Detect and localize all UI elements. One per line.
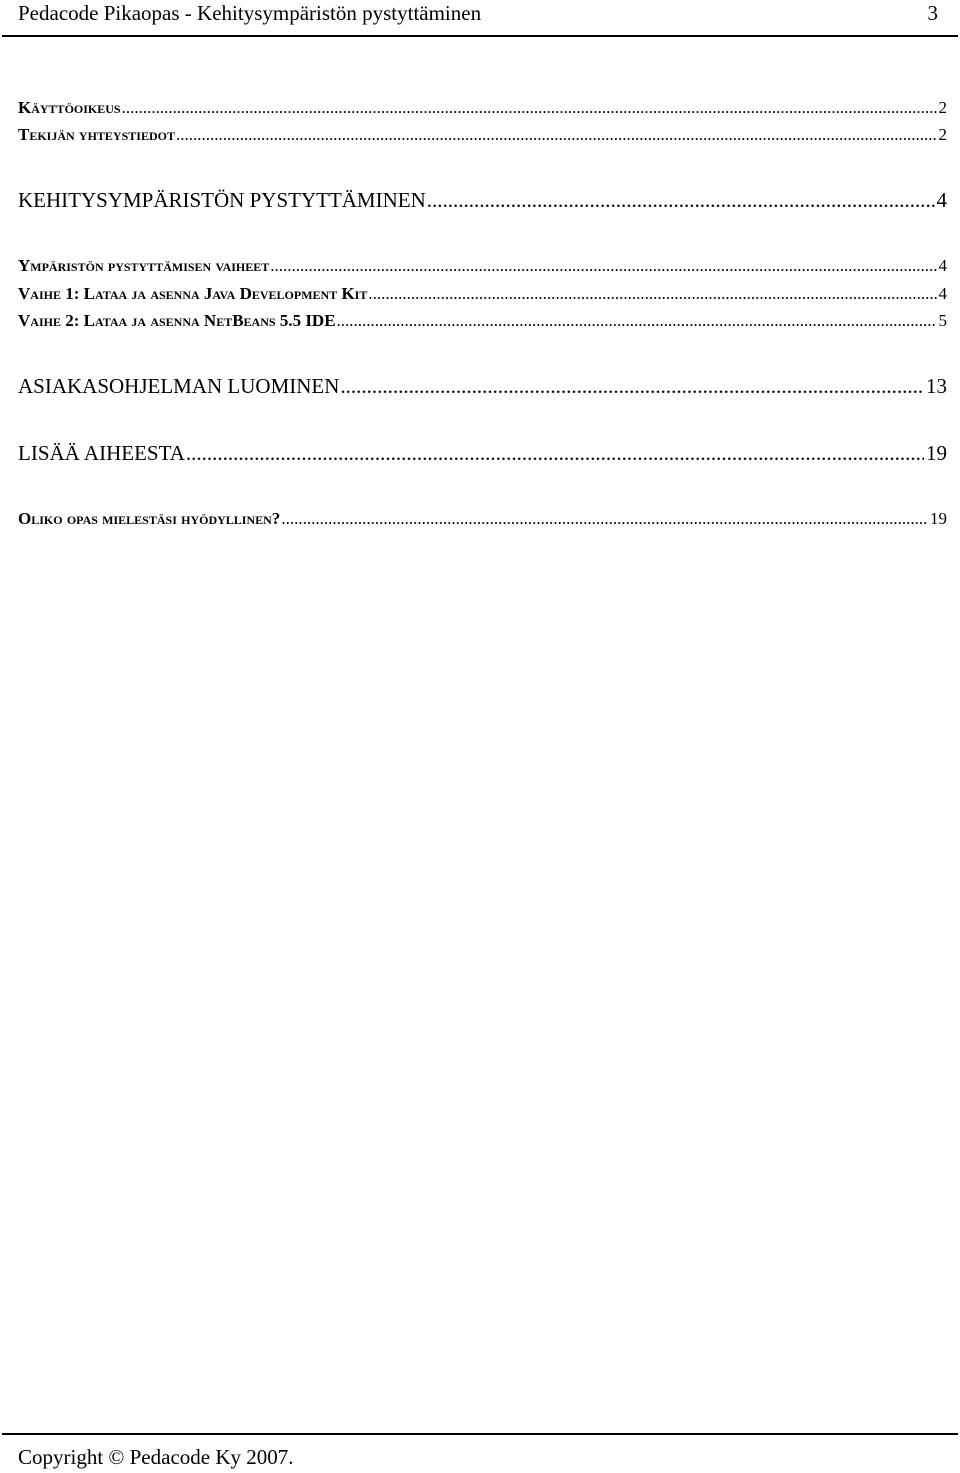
toc-entry-label: Vaihe 1: Lataa ja asenna Java Development Kit — [18, 284, 368, 303]
toc-entry-page: 4 — [938, 284, 947, 303]
document-title: Pedacode Pikaopas - Kehitysympäristön pystyttäminen — [18, 1, 482, 25]
toc-entry-label: Oliko opas mielestäsi hyödyllinen? — [18, 509, 281, 528]
toc-leader — [337, 311, 937, 331]
toc-leader — [340, 374, 924, 399]
toc-entry-label: Käyttöoikeus — [18, 98, 121, 117]
toc-entry-label: Vaihe 2: Lataa ja asenna NetBeans 5.5 IDE — [18, 311, 336, 330]
toc-entry-page: 19 — [926, 441, 947, 465]
footer-rule — [2, 1433, 958, 1435]
toc-entry-page: 13 — [926, 374, 947, 398]
toc-leader — [270, 256, 936, 276]
toc-entry-label: LISÄÄ AIHEESTA — [18, 441, 185, 465]
toc-leader — [186, 441, 924, 466]
toc-entry-oliko-opas-hyodyllinen[interactable] — [18, 509, 947, 529]
toc-entry-page: 2 — [938, 125, 947, 144]
toc-entry-page: 19 — [930, 509, 947, 528]
toc-leader — [176, 125, 937, 145]
header-rule — [2, 35, 958, 37]
toc-entry-page: 4 — [938, 256, 947, 275]
toc-entry-lisaa-aiheesta[interactable] — [18, 441, 947, 466]
toc-entry-page: 4 — [936, 188, 947, 212]
toc-entry-kayttooikeus[interactable] — [18, 98, 947, 118]
toc-entry-page: 5 — [938, 311, 947, 330]
toc-leader — [122, 98, 937, 118]
toc-leader — [368, 284, 936, 304]
toc-leader — [281, 509, 928, 529]
toc-entry-label: KEHITYSYMPÄRISTÖN PYSTYTTÄMINEN — [18, 188, 426, 212]
copyright-footer: Copyright © Pedacode Ky 2007. — [18, 1445, 294, 1469]
toc-entry-vaihe-1[interactable] — [18, 284, 947, 304]
toc-entry-vaihe-2[interactable] — [18, 311, 947, 331]
toc-entry-label: Tekijän yhteystiedot — [18, 125, 175, 144]
toc-leader — [427, 188, 935, 213]
toc-entry-label: Ympäristön pystyttämisen vaiheet — [18, 256, 270, 275]
toc-entry-label: ASIAKASOHJELMAN LUOMINEN — [18, 374, 340, 398]
toc-entry-ympariston-vaiheet[interactable] — [18, 256, 947, 276]
toc-entry-page: 2 — [938, 98, 947, 117]
page-header — [18, 0, 944, 30]
page-number: 3 — [927, 1, 938, 25]
toc-entry-tekijan-yhteystiedot[interactable] — [18, 125, 947, 145]
toc-entry-kehitysympariston-pystyttaminen[interactable] — [18, 188, 947, 213]
toc-entry-asiakasohjelman-luominen[interactable] — [18, 374, 947, 399]
